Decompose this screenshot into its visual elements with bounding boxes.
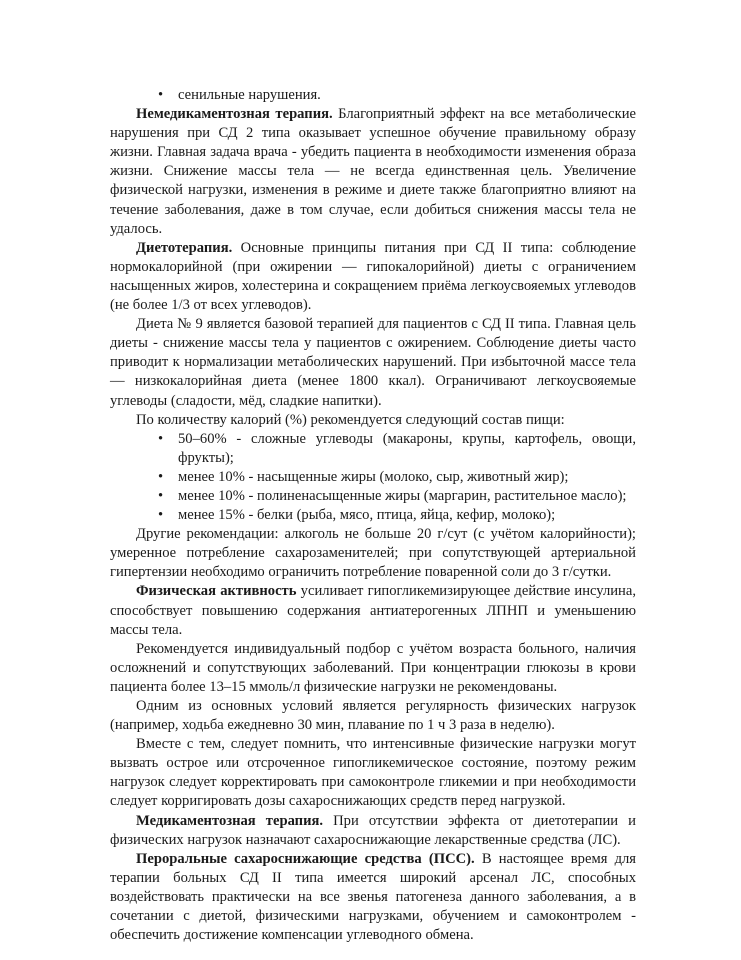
paragraph-caution: Вместе с тем, следует помнить, что интенсивные физические нагрузки могут вызвать острое или отсроченное гипогликемическое состояние, поэтому режим нагрузок следует корректировать при самоконтроле гликемии и при необходимости следует корригировать дозы сахароснижающих средств перед нагрузкой. <box>110 736 636 810</box>
bullet-icon: • <box>158 507 164 524</box>
paragraph-text: При отсутствии эффекта от диетотерапии и физических нагрузок назначают сахароснижающие лекарственные средства (ЛС). <box>110 812 636 848</box>
list-item <box>110 506 636 525</box>
bullet-icon: • <box>158 468 164 485</box>
paragraph-other-recommendations: Другие рекомендации: алкоголь не больше 20 г/сут (с учётом калорийности); умеренное потребление сахарозаменителей; при сопутствующей артериальной гипертензии необходимо ограничить потребление поваренной соли до 3 г/сутки. <box>110 526 636 581</box>
section-heading: Диетотерапия. <box>136 239 233 256</box>
paragraph-text: Основные принципы питания при СД II типа: соблюдение нормокалорийной (при ожирении — гипокалорийной) диеты с ограничением насыщенных жиров, холестерина и сокращением приёма легкоусвояемых углеводов (не более 1/3 от всех углеводов). <box>110 239 636 314</box>
section-heading: Медикаментозная терапия. <box>136 812 324 829</box>
paragraph-nonmedical-therapy <box>110 105 636 239</box>
paragraph-individual-selection: Рекомендуется индивидуальный подбор с учётом возраста больного, наличия осложнений и сопутствующих заболеваний. При концентрации глюкозы в крови пациента более 13–15 ммоль/л физические нагрузки не рекомендованы. <box>110 640 636 695</box>
paragraph-regularity: Одним из основных условий является регулярность физических нагрузок (например, ходьба ежедневно 30 мин, плавание по 1 ч 3 раза в неделю). <box>110 698 636 734</box>
list-item <box>110 86 636 105</box>
section-heading: Немедикаментозная терапия. <box>136 106 333 123</box>
bullet-icon: • <box>158 87 164 103</box>
list-item <box>110 430 636 468</box>
section-heading: Пероральные сахароснижающие средства (ПСС). <box>136 850 475 867</box>
paragraph-physical-activity <box>110 582 636 639</box>
list-item-text: менее 10% - полиненасыщенные жиры (маргарин, растительное масло); <box>178 487 627 504</box>
list-item <box>110 468 636 487</box>
list-item-text: 50–60% - сложные углеводы (макароны, крупы, картофель, овощи, фрукты); <box>178 430 636 466</box>
section-heading: Физическая активность <box>136 583 297 600</box>
paragraph-medical-therapy <box>110 812 636 850</box>
paragraph-diet-9: Диета № 9 является базовой терапией для пациентов с СД II типа. Главная цель диеты - снижение массы тела у пациентов с ожирением. Соблюдение диеты часто приводит к нормализации метаболических нарушений. При избыточной массе тела — низкокалорийная диета (менее 1800 ккал). Ограничивают легкоусвояемые углеводы (сладости, мёд, сладкие напитки). <box>110 316 636 409</box>
list-item <box>110 487 636 506</box>
paragraph-oral-agents <box>110 850 636 945</box>
paragraph-text: Благоприятный эффект на все метаболические нарушения при СД 2 типа оказывает успешное обучение правильному образу жизни. Главная задача врача - убедить пациента в необходимости изменения образа жизни. Снижение массы тела — не всегда единственная цель. Увеличение физической нагрузки, изменения в режиме и диете также благоприятно влияют на течение заболевания, даже в том случае, если добиться снижения массы тела не удалось. <box>110 106 636 237</box>
paragraph-text: В настоящее время для терапии больных СД II типа имеется широкий арсенал ЛС, способных воздействовать практически на все звенья патогенеза данного заболевания, а в сочетании с диетой, физическими нагрузками, обучением и самоконтролем - обеспечить достижение компенсации углеводного обмена. <box>110 850 636 944</box>
bullet-icon: • <box>158 487 164 504</box>
paragraph-composition-intro: По количеству калорий (%) рекомендуется следующий состав пищи: <box>136 411 565 428</box>
composition-list <box>110 430 636 525</box>
list-item-text: сенильные нарушения. <box>178 87 321 103</box>
list-item-text: менее 15% - белки (рыба, мясо, птица, яйца, кефир, молоко); <box>178 507 556 524</box>
bullet-icon: • <box>158 430 164 447</box>
document-page <box>110 86 636 945</box>
paragraph-text: усиливает гипогликемизирующее действие инсулина, способствует повышению содержания антиатерогенных ЛПНП и уменьшению массы тела. <box>110 583 636 638</box>
list-item-text: менее 10% - насыщенные жиры (молоко, сыр, животный жир); <box>178 468 569 485</box>
paragraph-diet-therapy <box>110 239 636 315</box>
